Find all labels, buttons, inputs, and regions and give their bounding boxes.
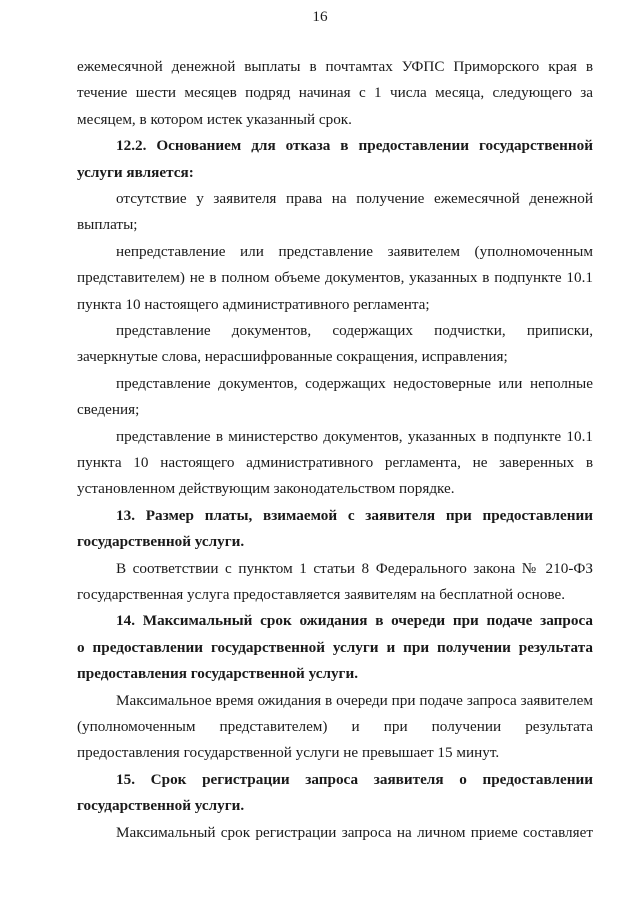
- text-line: представление в министерство документов, указанных в подпункте 10.1: [116, 427, 593, 445]
- text-line: течение шести месяцев подряд начиная с 1 числа месяца, следующего за: [77, 84, 593, 102]
- text-line: непредставление или представление заявителем (уполномоченным: [116, 242, 593, 260]
- text-line: представление документов, содержащих недостоверные или неполные: [116, 374, 593, 392]
- text-line: государственная услуга предоставляется заявителям на бесплатной основе.: [77, 586, 566, 603]
- text-line: сведения;: [77, 401, 140, 419]
- heading-line: 12.2. Основанием для отказа в предоставлении государственной: [116, 137, 593, 155]
- text-line: месяцем, в котором истек указанный срок.: [77, 110, 352, 128]
- text-line: Максимальное время ожидания в очереди при подаче запроса заявителем: [116, 691, 593, 709]
- text-line: представление документов, содержащих подчистки, приписки,: [116, 322, 593, 339]
- text-line: пункта 10 настоящего административного регламента;: [77, 295, 430, 313]
- text-line: В соответствии с пунктом 1 статьи 8 Федерального закона № 210-ФЗ: [116, 559, 593, 577]
- text-line: выплаты;: [77, 216, 138, 234]
- text-line: Максимальный срок регистрации запроса на личном приеме составляет: [116, 823, 593, 841]
- heading-line: о предоставлении государственной услуги и при получении результата: [77, 638, 593, 656]
- text-line: представителем) не в полном объеме документов, указанных в подпункте 10.1: [77, 269, 593, 287]
- text-line: установленном действующим законодательством порядке.: [77, 480, 455, 498]
- page-number: 16: [312, 8, 328, 25]
- heading-line: предоставления государственной услуги.: [77, 665, 358, 683]
- text-line: отсутствие у заявителя права на получение ежемесячной денежной: [116, 190, 593, 207]
- heading-line: государственной услуги.: [77, 533, 245, 551]
- heading-line: 15. Срок регистрации запроса заявителя о предоставлении: [116, 770, 593, 788]
- heading-line: 13. Размер платы, взимаемой с заявителя при предоставлении: [116, 506, 593, 524]
- heading-line: 14. Максимальный срок ожидания в очереди при подаче запроса: [116, 612, 593, 630]
- text-line: (уполномоченным представителем) и при получении результата: [77, 718, 593, 735]
- text-line: ежемесячной денежной выплаты в почтамтах УФПС Приморского края в: [77, 58, 593, 75]
- heading-line: государственной услуги.: [77, 797, 245, 815]
- heading-line: услуги является:: [77, 163, 194, 181]
- text-line: пункта 10 настоящего административного регламента, не заверенных в: [77, 454, 593, 471]
- text-line: зачеркнутые слова, нерасшифрованные сокращения, исправления;: [77, 348, 508, 366]
- text-line: предоставления государственной услуги не превышает 15 минут.: [77, 744, 500, 762]
